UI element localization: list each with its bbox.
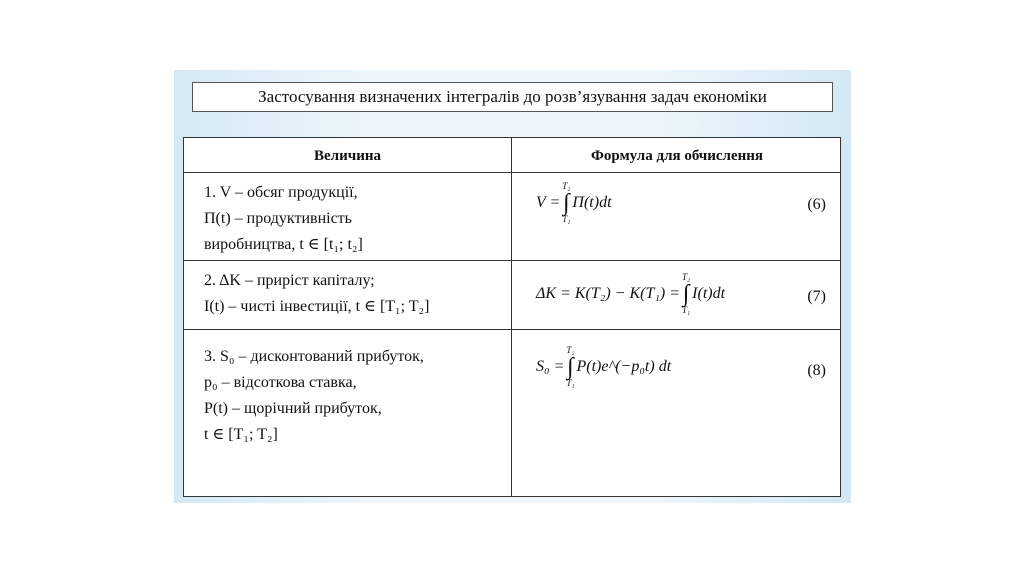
integral-sign-8: T₂ ∫ T₁	[566, 345, 575, 388]
equation-number-8: (8)	[807, 362, 826, 379]
row-3-line-4: t ∈ [T₁; T₂]	[204, 426, 278, 443]
header-quantity: Величина	[314, 148, 381, 164]
header-formula: Формула для обчислення	[590, 148, 764, 164]
row-3-line-1: 3. S₀ – дисконтований прибуток,	[204, 348, 424, 365]
row-3-line-2: p₀ – відсоткова ставка,	[204, 374, 357, 391]
equation-number-6: (6)	[807, 196, 826, 213]
formula-8-body: P(t)e^(−p₀t) dt	[576, 358, 672, 375]
formula-8-lhs: S₀ =	[536, 358, 565, 375]
row-1-line-3: виробництва, t ∈ [t₁; t₂]	[204, 236, 363, 253]
page-title: Застосування визначених інтегралів до розв’язування задач економіки	[192, 82, 833, 112]
integral-8-lower: T₁	[566, 378, 575, 388]
row-2-line-2: I(t) – чисті інвестиції, t ∈ [T₁; T₂]	[204, 298, 430, 315]
integral-7-lower: T₁	[682, 305, 691, 315]
row-divider	[184, 329, 840, 330]
row-1-line-1: 1. V – обсяг продукції,	[204, 184, 358, 201]
integral-8-upper: T₂	[566, 345, 575, 355]
formula-8	[536, 346, 671, 388]
formula-7-lhs: ΔK = K(T₂) − K(T₁) =	[536, 285, 681, 302]
table-row-2-description	[204, 268, 429, 320]
row-1-line-2: Π(t) – продуктивність	[204, 210, 352, 227]
formula-table	[183, 137, 841, 497]
integral-6-lower: T₁	[562, 214, 571, 224]
header-divider	[184, 172, 840, 173]
integral-6-upper: T₂	[562, 181, 571, 191]
table-row-1-description	[204, 180, 363, 258]
formula-6-lhs: V =	[536, 194, 561, 211]
table-row-3-description	[204, 344, 424, 448]
column-divider	[511, 138, 512, 496]
integral-7-upper: T₂	[682, 272, 691, 282]
integral-sign-6: T₂ ∫ T₁	[562, 181, 571, 224]
formula-7	[536, 273, 725, 315]
formula-7-body: I(t)dt	[692, 285, 726, 302]
row-divider	[184, 260, 840, 261]
row-3-line-3: P(t) – щорічний прибуток,	[204, 400, 382, 417]
formula-6	[536, 182, 612, 224]
equation-number-7: (7)	[807, 288, 826, 305]
integral-sign-7: T₂ ∫ T₁	[682, 272, 691, 315]
formula-6-body: Π(t)dt	[572, 194, 612, 211]
row-2-line-1: 2. ΔK – приріст капіталу;	[204, 272, 375, 289]
